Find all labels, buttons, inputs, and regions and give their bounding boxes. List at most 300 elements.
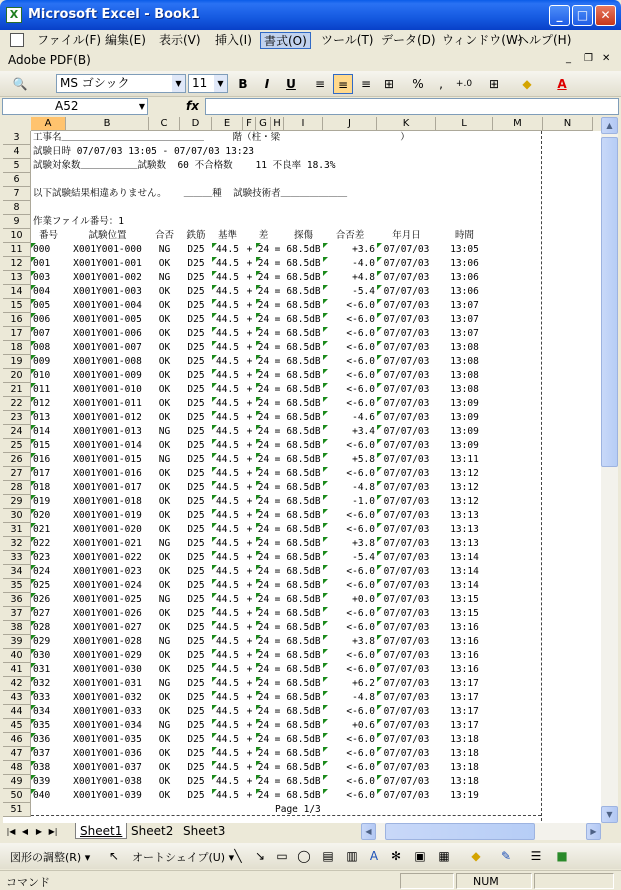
operator-cell[interactable]: + <box>246 510 253 521</box>
row-header[interactable]: 24 <box>3 425 31 439</box>
rebar-cell[interactable]: D25 <box>187 426 205 437</box>
ut-cell[interactable]: 68.5dB <box>286 776 321 787</box>
pass-fail-cell[interactable]: OK <box>158 468 171 479</box>
diff-cell[interactable]: 24 <box>257 356 270 367</box>
base-cell[interactable]: 44.5 <box>216 454 239 465</box>
operator-cell[interactable]: + <box>246 580 253 591</box>
base-cell[interactable]: 44.5 <box>216 412 239 423</box>
first-sheet-icon[interactable]: |◀ <box>6 827 16 836</box>
time-cell[interactable]: 13:05 <box>450 244 479 255</box>
equals-cell[interactable]: = <box>274 566 281 577</box>
tab-sheet2[interactable]: Sheet2 <box>131 824 174 838</box>
worksheet-grid[interactable] <box>3 117 601 823</box>
textbox-icon[interactable]: ▤ <box>322 849 334 863</box>
position-cell[interactable]: X001Y001-036 <box>73 748 142 759</box>
equals-cell[interactable]: = <box>274 608 281 619</box>
delta-cell[interactable]: <-6.0 <box>346 468 375 479</box>
diff-cell[interactable]: 24 <box>257 566 270 577</box>
delta-cell[interactable]: <-6.0 <box>346 370 375 381</box>
time-cell[interactable]: 13:09 <box>450 440 479 451</box>
row-header[interactable]: 9 <box>3 215 31 229</box>
equals-cell[interactable]: = <box>274 272 281 283</box>
pass-fail-cell[interactable]: OK <box>158 762 171 773</box>
date-cell[interactable]: 07/07/03 <box>383 594 430 605</box>
operator-cell[interactable]: + <box>246 356 253 367</box>
operator-cell[interactable]: + <box>246 426 253 437</box>
pass-fail-cell[interactable]: NG <box>158 720 171 731</box>
row-header[interactable]: 21 <box>3 383 31 397</box>
rebar-cell[interactable]: D25 <box>187 496 205 507</box>
time-cell[interactable]: 13:18 <box>450 748 479 759</box>
delta-cell[interactable]: <-6.0 <box>346 608 375 619</box>
date-cell[interactable]: 07/07/03 <box>383 244 430 255</box>
equals-cell[interactable]: = <box>274 328 281 339</box>
rebar-cell[interactable]: D25 <box>187 258 205 269</box>
time-cell[interactable]: 13:18 <box>450 762 479 773</box>
ut-cell[interactable]: 68.5dB <box>286 566 321 577</box>
borders-icon[interactable]: ⊞ <box>488 77 500 91</box>
time-cell[interactable]: 13:06 <box>450 286 479 297</box>
id-cell[interactable]: 016 <box>33 454 51 465</box>
vertical-scrollbar[interactable] <box>601 117 618 823</box>
operator-cell[interactable]: + <box>246 286 253 297</box>
ut-cell[interactable]: 68.5dB <box>286 272 321 283</box>
diff-cell[interactable]: 24 <box>257 258 270 269</box>
position-cell[interactable]: X001Y001-014 <box>73 440 142 451</box>
row-header[interactable]: 19 <box>3 355 31 369</box>
pass-fail-cell[interactable]: NG <box>158 538 171 549</box>
pass-fail-cell[interactable]: NG <box>158 244 171 255</box>
scroll-right-icon[interactable]: ▶ <box>586 823 601 840</box>
row-header[interactable]: 31 <box>3 523 31 537</box>
ut-cell[interactable]: 68.5dB <box>286 496 321 507</box>
pass-fail-cell[interactable]: NG <box>158 426 171 437</box>
date-cell[interactable]: 07/07/03 <box>383 468 430 479</box>
rebar-cell[interactable]: D25 <box>187 594 205 605</box>
equals-cell[interactable]: = <box>274 426 281 437</box>
position-cell[interactable]: X001Y001-016 <box>73 468 142 479</box>
rebar-cell[interactable]: D25 <box>187 734 205 745</box>
pass-fail-cell[interactable]: OK <box>158 398 171 409</box>
time-cell[interactable]: 13:12 <box>450 482 479 493</box>
rebar-cell[interactable]: D25 <box>187 286 205 297</box>
column-header-k[interactable]: K <box>377 117 436 131</box>
pass-fail-cell[interactable]: OK <box>158 608 171 619</box>
date-cell[interactable]: 07/07/03 <box>383 580 430 591</box>
pass-fail-cell[interactable]: OK <box>158 510 171 521</box>
diff-cell[interactable]: 24 <box>257 524 270 535</box>
maximize-button[interactable]: □ <box>572 5 593 26</box>
chevron-down-icon[interactable]: ▼ <box>138 102 145 111</box>
menu-format[interactable]: 書式(O) <box>260 32 311 49</box>
ut-cell[interactable]: 68.5dB <box>286 706 321 717</box>
delta-cell[interactable]: <-6.0 <box>346 356 375 367</box>
menu-tools[interactable]: ツール(T) <box>321 33 374 47</box>
id-cell[interactable]: 000 <box>33 244 51 255</box>
draw-fill-color-icon[interactable]: ◆ <box>471 849 481 863</box>
equals-cell[interactable]: = <box>274 720 281 731</box>
position-cell[interactable]: X001Y001-008 <box>73 356 142 367</box>
ut-cell[interactable]: 68.5dB <box>286 608 321 619</box>
position-cell[interactable]: X001Y001-009 <box>73 370 142 381</box>
rebar-cell[interactable]: D25 <box>187 412 205 423</box>
position-cell[interactable]: X001Y001-029 <box>73 650 142 661</box>
date-cell[interactable]: 07/07/03 <box>383 356 430 367</box>
base-cell[interactable]: 44.5 <box>216 370 239 381</box>
row-header[interactable]: 8 <box>3 201 31 215</box>
position-cell[interactable]: X001Y001-000 <box>73 244 142 255</box>
pass-fail-cell[interactable]: OK <box>158 328 171 339</box>
menu-window[interactable]: ウィンドウ(W) <box>442 33 523 47</box>
font-size-combo[interactable] <box>188 74 228 93</box>
ut-cell[interactable]: 68.5dB <box>286 524 321 535</box>
operator-cell[interactable]: + <box>246 272 253 283</box>
percent-button[interactable]: % <box>412 77 424 91</box>
scroll-up-icon[interactable]: ▲ <box>601 117 618 134</box>
mdi-close-icon[interactable]: ✕ <box>602 53 611 64</box>
ut-cell[interactable]: 68.5dB <box>286 664 321 675</box>
row-header[interactable]: 32 <box>3 537 31 551</box>
delta-cell[interactable]: +6.2 <box>352 678 375 689</box>
operator-cell[interactable]: + <box>246 384 253 395</box>
operator-cell[interactable]: + <box>246 566 253 577</box>
ut-cell[interactable]: 68.5dB <box>286 258 321 269</box>
ut-cell[interactable]: 68.5dB <box>286 636 321 647</box>
delta-cell[interactable]: +3.6 <box>352 244 375 255</box>
ut-cell[interactable]: 68.5dB <box>286 538 321 549</box>
row-header[interactable]: 33 <box>3 551 31 565</box>
row-header[interactable]: 26 <box>3 453 31 467</box>
delta-cell[interactable]: <-6.0 <box>346 566 375 577</box>
base-cell[interactable]: 44.5 <box>216 538 239 549</box>
pass-fail-cell[interactable]: OK <box>158 650 171 661</box>
diff-cell[interactable]: 24 <box>257 482 270 493</box>
diff-cell[interactable]: 24 <box>257 370 270 381</box>
rebar-cell[interactable]: D25 <box>187 776 205 787</box>
rebar-cell[interactable]: D25 <box>187 706 205 717</box>
rebar-cell[interactable]: D25 <box>187 678 205 689</box>
position-cell[interactable]: X001Y001-021 <box>73 538 142 549</box>
base-cell[interactable]: 44.5 <box>216 356 239 367</box>
tab-sheet3[interactable]: Sheet3 <box>183 824 226 838</box>
ut-cell[interactable]: 68.5dB <box>286 748 321 759</box>
rebar-cell[interactable]: D25 <box>187 538 205 549</box>
pass-fail-cell[interactable]: OK <box>158 496 171 507</box>
operator-cell[interactable]: + <box>246 244 253 255</box>
line-color-icon[interactable]: ✎ <box>500 849 512 863</box>
diff-cell[interactable]: 24 <box>257 776 270 787</box>
delta-cell[interactable]: -4.8 <box>352 482 375 493</box>
equals-cell[interactable]: = <box>274 468 281 479</box>
menu-edit[interactable]: 編集(E) <box>105 33 146 47</box>
rebar-cell[interactable]: D25 <box>187 692 205 703</box>
operator-cell[interactable]: + <box>246 734 253 745</box>
base-cell[interactable]: 44.5 <box>216 496 239 507</box>
row-header[interactable]: 22 <box>3 397 31 411</box>
column-title-cell[interactable]: 探傷 <box>293 230 313 241</box>
time-cell[interactable]: 13:09 <box>450 398 479 409</box>
id-cell[interactable]: 010 <box>33 370 51 381</box>
pass-fail-cell[interactable]: OK <box>158 580 171 591</box>
column-title-cell[interactable]: 番号 <box>38 230 58 241</box>
rebar-cell[interactable]: D25 <box>187 762 205 773</box>
merge-center-icon[interactable]: ⊞ <box>383 77 395 91</box>
base-cell[interactable]: 44.5 <box>216 244 239 255</box>
column-header-a[interactable]: A <box>31 117 66 131</box>
id-cell[interactable]: 037 <box>33 748 51 759</box>
pass-fail-cell[interactable]: OK <box>158 440 171 451</box>
rebar-cell[interactable]: D25 <box>187 748 205 759</box>
ut-cell[interactable]: 68.5dB <box>286 468 321 479</box>
id-cell[interactable]: 007 <box>33 328 51 339</box>
chevron-down-icon[interactable]: ▼ <box>214 75 227 92</box>
row-header[interactable]: 49 <box>3 775 31 789</box>
date-cell[interactable]: 07/07/03 <box>383 510 430 521</box>
ut-cell[interactable]: 68.5dB <box>286 762 321 773</box>
date-cell[interactable]: 07/07/03 <box>383 342 430 353</box>
base-cell[interactable]: 44.5 <box>216 678 239 689</box>
id-cell[interactable]: 032 <box>33 678 51 689</box>
diff-cell[interactable]: 24 <box>257 496 270 507</box>
id-cell[interactable]: 036 <box>33 734 51 745</box>
time-cell[interactable]: 13:12 <box>450 468 479 479</box>
diff-cell[interactable]: 24 <box>257 412 270 423</box>
time-cell[interactable]: 13:17 <box>450 706 479 717</box>
rebar-cell[interactable]: D25 <box>187 272 205 283</box>
equals-cell[interactable]: = <box>274 496 281 507</box>
position-cell[interactable]: X001Y001-023 <box>73 566 142 577</box>
time-cell[interactable]: 13:09 <box>450 412 479 423</box>
id-cell[interactable]: 011 <box>33 384 51 395</box>
rebar-cell[interactable]: D25 <box>187 370 205 381</box>
line-icon[interactable]: ╲ <box>234 849 242 863</box>
operator-cell[interactable]: + <box>246 762 253 773</box>
date-cell[interactable]: 07/07/03 <box>383 454 430 465</box>
ut-cell[interactable]: 68.5dB <box>286 398 321 409</box>
base-cell[interactable]: 44.5 <box>216 342 239 353</box>
equals-cell[interactable]: = <box>274 286 281 297</box>
pass-fail-cell[interactable]: OK <box>158 748 171 759</box>
position-cell[interactable]: X001Y001-003 <box>73 286 142 297</box>
minimize-button[interactable]: _ <box>549 5 570 26</box>
equals-cell[interactable]: = <box>274 384 281 395</box>
row-header[interactable]: 25 <box>3 439 31 453</box>
column-header-c[interactable]: C <box>149 117 180 131</box>
diff-cell[interactable]: 24 <box>257 664 270 675</box>
delta-cell[interactable]: <-6.0 <box>346 524 375 535</box>
rebar-cell[interactable]: D25 <box>187 510 205 521</box>
pass-fail-cell[interactable]: OK <box>158 552 171 563</box>
rebar-cell[interactable]: D25 <box>187 244 205 255</box>
id-cell[interactable]: 012 <box>33 398 51 409</box>
base-cell[interactable]: 44.5 <box>216 258 239 269</box>
equals-cell[interactable]: = <box>274 342 281 353</box>
pass-fail-cell[interactable]: OK <box>158 412 171 423</box>
column-header-j[interactable]: J <box>323 117 377 131</box>
pass-fail-cell[interactable]: OK <box>158 692 171 703</box>
base-cell[interactable]: 44.5 <box>216 580 239 591</box>
time-cell[interactable]: 13:14 <box>450 566 479 577</box>
delta-cell[interactable]: <-6.0 <box>346 706 375 717</box>
id-cell[interactable]: 003 <box>33 272 51 283</box>
base-cell[interactable]: 44.5 <box>216 608 239 619</box>
base-cell[interactable]: 44.5 <box>216 468 239 479</box>
pass-fail-cell[interactable]: OK <box>158 342 171 353</box>
id-cell[interactable]: 027 <box>33 608 51 619</box>
diff-cell[interactable]: 24 <box>257 244 270 255</box>
id-cell[interactable]: 040 <box>33 790 51 801</box>
rebar-cell[interactable]: D25 <box>187 328 205 339</box>
id-cell[interactable]: 022 <box>33 538 51 549</box>
time-cell[interactable]: 13:18 <box>450 734 479 745</box>
id-cell[interactable]: 020 <box>33 510 51 521</box>
time-cell[interactable]: 13:16 <box>450 650 479 661</box>
time-cell[interactable]: 13:14 <box>450 580 479 591</box>
ut-cell[interactable]: 68.5dB <box>286 454 321 465</box>
column-header-m[interactable]: M <box>493 117 543 131</box>
date-cell[interactable]: 07/07/03 <box>383 734 430 745</box>
diff-cell[interactable]: 24 <box>257 468 270 479</box>
rebar-cell[interactable]: D25 <box>187 636 205 647</box>
equals-cell[interactable]: = <box>274 398 281 409</box>
document-icon[interactable] <box>10 33 24 47</box>
diff-cell[interactable]: 24 <box>257 538 270 549</box>
equals-cell[interactable]: = <box>274 524 281 535</box>
time-cell[interactable]: 13:15 <box>450 608 479 619</box>
date-cell[interactable]: 07/07/03 <box>383 384 430 395</box>
diff-cell[interactable]: 24 <box>257 300 270 311</box>
menu-data[interactable]: データ(D) <box>381 33 436 47</box>
base-cell[interactable]: 44.5 <box>216 776 239 787</box>
ut-cell[interactable]: 68.5dB <box>286 720 321 731</box>
ut-cell[interactable]: 68.5dB <box>286 370 321 381</box>
position-cell[interactable]: X001Y001-013 <box>73 426 142 437</box>
3d-style-icon[interactable]: ■ <box>556 849 568 863</box>
position-cell[interactable]: X001Y001-028 <box>73 636 142 647</box>
row-header[interactable]: 42 <box>3 677 31 691</box>
id-cell[interactable]: 033 <box>33 692 51 703</box>
delta-cell[interactable]: -4.8 <box>352 692 375 703</box>
operator-cell[interactable]: + <box>246 552 253 563</box>
time-cell[interactable]: 13:08 <box>450 342 479 353</box>
equals-cell[interactable]: = <box>274 776 281 787</box>
time-cell[interactable]: 13:07 <box>450 300 479 311</box>
operator-cell[interactable]: + <box>246 706 253 717</box>
operator-cell[interactable]: + <box>246 636 253 647</box>
header-text-cell[interactable]: 工事名＿＿＿＿＿＿＿＿＿＿＿＿＿＿＿ 階（柱・梁 ） <box>33 132 410 143</box>
diff-cell[interactable]: 24 <box>257 398 270 409</box>
base-cell[interactable]: 44.5 <box>216 524 239 535</box>
equals-cell[interactable]: = <box>274 664 281 675</box>
time-cell[interactable]: 13:08 <box>450 384 479 395</box>
rebar-cell[interactable]: D25 <box>187 342 205 353</box>
id-cell[interactable]: 035 <box>33 720 51 731</box>
operator-cell[interactable]: + <box>246 790 253 801</box>
diff-cell[interactable]: 24 <box>257 622 270 633</box>
position-cell[interactable]: X001Y001-026 <box>73 608 142 619</box>
id-cell[interactable]: 014 <box>33 426 51 437</box>
column-title-cell[interactable]: 差 <box>258 230 269 241</box>
date-cell[interactable]: 07/07/03 <box>383 272 430 283</box>
diff-cell[interactable]: 24 <box>257 636 270 647</box>
equals-cell[interactable]: = <box>274 440 281 451</box>
rectangle-icon[interactable]: ▭ <box>276 849 288 863</box>
time-cell[interactable]: 13:17 <box>450 692 479 703</box>
header-text-cell[interactable]: 試験日時 07/07/03 13:05 - 07/07/03 13:23 <box>33 146 255 157</box>
column-header-e[interactable]: E <box>212 117 243 131</box>
delta-cell[interactable]: -5.4 <box>352 552 375 563</box>
base-cell[interactable]: 44.5 <box>216 734 239 745</box>
row-header[interactable]: 38 <box>3 621 31 635</box>
date-cell[interactable]: 07/07/03 <box>383 790 430 801</box>
row-header[interactable]: 40 <box>3 649 31 663</box>
rebar-cell[interactable]: D25 <box>187 356 205 367</box>
date-cell[interactable]: 07/07/03 <box>383 748 430 759</box>
delta-cell[interactable]: +0.6 <box>352 720 375 731</box>
equals-cell[interactable]: = <box>274 510 281 521</box>
pass-fail-cell[interactable]: OK <box>158 776 171 787</box>
equals-cell[interactable]: = <box>274 650 281 661</box>
tab-sheet1[interactable]: Sheet1 <box>75 823 127 839</box>
column-header-d[interactable]: D <box>180 117 212 131</box>
row-header[interactable]: 13 <box>3 271 31 285</box>
base-cell[interactable]: 44.5 <box>216 384 239 395</box>
time-cell[interactable]: 13:16 <box>450 636 479 647</box>
diff-cell[interactable]: 24 <box>257 286 270 297</box>
operator-cell[interactable]: + <box>246 524 253 535</box>
operator-cell[interactable]: + <box>246 776 253 787</box>
time-cell[interactable]: 13:08 <box>450 356 479 367</box>
equals-cell[interactable]: = <box>274 412 281 423</box>
equals-cell[interactable]: = <box>274 734 281 745</box>
font-name-combo[interactable] <box>56 74 186 93</box>
id-cell[interactable]: 025 <box>33 580 51 591</box>
equals-cell[interactable]: = <box>274 314 281 325</box>
print-preview-icon[interactable]: 🔍 <box>12 77 28 91</box>
ut-cell[interactable]: 68.5dB <box>286 622 321 633</box>
delta-cell[interactable]: <-6.0 <box>346 328 375 339</box>
diff-cell[interactable]: 24 <box>257 748 270 759</box>
date-cell[interactable]: 07/07/03 <box>383 328 430 339</box>
equals-cell[interactable]: = <box>274 748 281 759</box>
equals-cell[interactable]: = <box>274 244 281 255</box>
formula-input[interactable] <box>205 98 619 115</box>
delta-cell[interactable]: -1.0 <box>352 496 375 507</box>
delta-cell[interactable]: <-6.0 <box>346 300 375 311</box>
delta-cell[interactable]: +3.8 <box>352 538 375 549</box>
operator-cell[interactable]: + <box>246 454 253 465</box>
pass-fail-cell[interactable]: OK <box>158 566 171 577</box>
row-header[interactable]: 48 <box>3 761 31 775</box>
rebar-cell[interactable]: D25 <box>187 314 205 325</box>
base-cell[interactable]: 44.5 <box>216 692 239 703</box>
row-header[interactable]: 5 <box>3 159 31 173</box>
id-cell[interactable]: 019 <box>33 496 51 507</box>
row-header[interactable]: 34 <box>3 565 31 579</box>
row-header[interactable]: 39 <box>3 635 31 649</box>
pass-fail-cell[interactable]: OK <box>158 790 171 801</box>
equals-cell[interactable]: = <box>274 762 281 773</box>
date-cell[interactable]: 07/07/03 <box>383 496 430 507</box>
time-cell[interactable]: 13:19 <box>450 790 479 801</box>
date-cell[interactable]: 07/07/03 <box>383 300 430 311</box>
ut-cell[interactable]: 68.5dB <box>286 356 321 367</box>
diff-cell[interactable]: 24 <box>257 272 270 283</box>
row-header[interactable]: 16 <box>3 313 31 327</box>
operator-cell[interactable]: + <box>246 258 253 269</box>
autoshape-menu[interactable]: オートシェイプ(U) ▾ <box>132 851 235 864</box>
delta-cell[interactable]: <-6.0 <box>346 622 375 633</box>
